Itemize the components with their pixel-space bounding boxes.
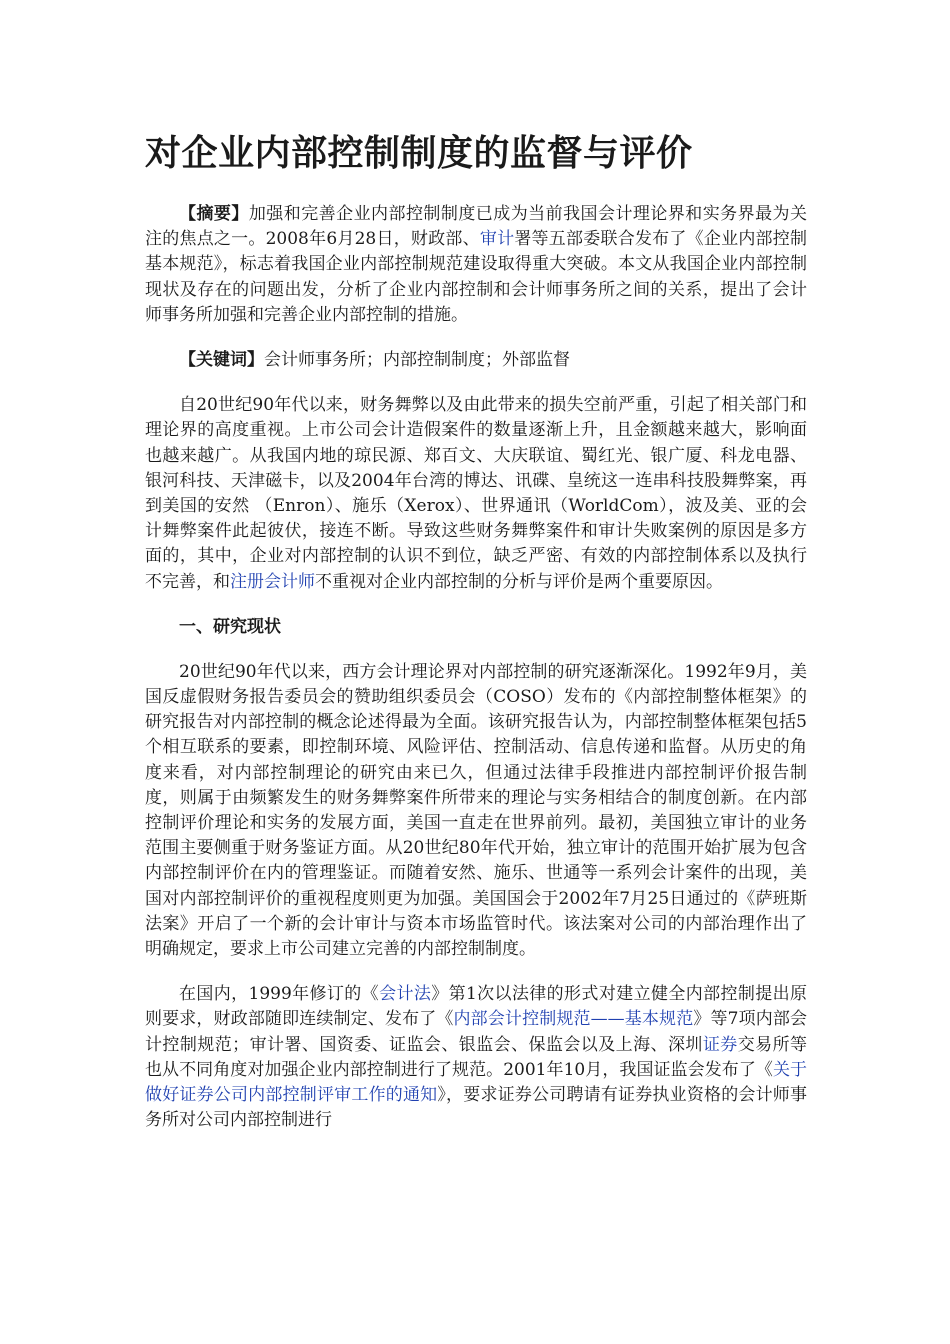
research-paragraph-1: 20世纪90年代以来，西方会计理论界对内部控制的研究逐渐深化。1992年9月，美国反虚假财务报告委员会的赞助组织委员会（COSO）发布的《内部控制整体框架》的研究报告对内部控制的概念论述得最为全面。该研究报告认为，内部控制整体框架包括5个相互联系的要素，即控制环境、风险评估、控制活动、信息传递和监督。从历史的角度来看，对内部控制理论的研究由来已久，但通过法律手段推进内部控制评价报告制度，则属于由频繁发生的财务舞弊案件所带来的理论与实务相结合的制度创新。在内部控制评价理论和实务的发展方面，美国一直走在世界前列。最初，美国独立审计的业务范围主要侧重于财务鉴证方面。从20世纪80年代开始，独立审计的范围开始扩展为包含内部控制评价在内的管理鉴证。而随着安然、施乐、世通等一系列会计案件的出现，美国对内部控制评价的重视程度则更为加强。美国国会于2002年7月25日通过的《萨班斯法案》开启了一个新的会计审计与资本市场监管时代。该法案对公司的内部治理作出了明确规定，要求上市公司建立完善的内部控制制度。 — [145, 661, 807, 960]
p2-text-1: 在国内，1999年修订的《 — [179, 984, 380, 1005]
p2-text-2: 》第1次以法律的形式对建立健全内部控制提出原则要求，财政部随即连续制定、发布了《 — [145, 984, 807, 1030]
p2-text-3: 》等7项内部会计控制规范；审计署、国资委、证监会、银监会、保监会以及上海、深圳 — [145, 1009, 807, 1055]
keywords-text: 会计师事务所；内部控制制度；外部监督 — [264, 350, 570, 371]
page-title: 对企业内部控制制度的监督与评价 — [145, 133, 693, 174]
research-paragraph-2 — [145, 982, 807, 1133]
intro-text: 自20世纪90年代以来，财务舞弊以及由此带来的损失空前严重，引起了相关部门和理论界的高度重视。上市公司会计造假案件的数量逐渐上升，且金额越来越大，影响面也越来越广。从我国内地的琼民源、郑百文、大庆联谊、蜀红光、银广厦、科龙电器、银河科技、天津磁卡，以及2004年台湾的博达、讯碟、皇统这一连串科技股舞弊案，再到美国的安然 （Enron）、施乐（Xerox）、世界通讯（WorldCom），波及美、亚的会计舞弊案件此起彼伏，接连不断。导致这些财务舞弊案件和审计失败案例的原因是多方面的，其中，企业对内部控制的认识不到位，缺乏严密、有效的内部控制体系以及执行不完善，和 — [145, 395, 807, 592]
abstract-paragraph — [145, 202, 807, 328]
p2-text-5: 》，要求证券公司聘请有证券执业资格的会计师事务所对公司内部控制进行 — [145, 1085, 808, 1131]
accounting-law-link[interactable]: 会计法 — [379, 984, 432, 1005]
internal-control-norm-link[interactable]: 内部会计控制规范——基本规范 — [453, 1009, 694, 1030]
keywords-label: 【关键词】 — [179, 350, 264, 371]
section-heading: 一、研究现状 — [179, 616, 281, 637]
abstract-text: 加强和完善企业内部控制制度已成为当前我国会计理论界和实务界最为关注的焦点之一。2008年6月28日，财政部、 — [145, 204, 808, 250]
keywords-paragraph — [145, 348, 807, 373]
securities-link[interactable]: 证券 — [702, 1034, 738, 1055]
intro-paragraph — [145, 393, 807, 595]
notice-link[interactable]: 关于做好证券公司内部控制评审工作的通知 — [145, 1059, 807, 1106]
abstract-text-cont: 署等五部委联合发布了《企业内部控制基本规范》，标志着我国企业内部控制规范建设取得重大突破。本文从我国企业内部控制现状及存在的问题出发，分析了企业内部控制和会计师事务所之间的关系，提出了会计师事务所加强和完善企业内部控制的措施。 — [145, 229, 808, 325]
p2-text-4: 交易所等也从不同角度对加强企业内部控制进行了规范。2001年10月，我国证监会发布了《 — [145, 1034, 808, 1080]
audit-link[interactable]: 审计 — [479, 229, 515, 250]
cpa-link[interactable]: 注册会计师 — [230, 571, 315, 592]
intro-text-cont: 不重视对企业内部控制的分析与评价是两个重要原因。 — [315, 571, 723, 592]
abstract-label: 【摘要】 — [179, 204, 249, 224]
document-page — [145, 128, 807, 1154]
